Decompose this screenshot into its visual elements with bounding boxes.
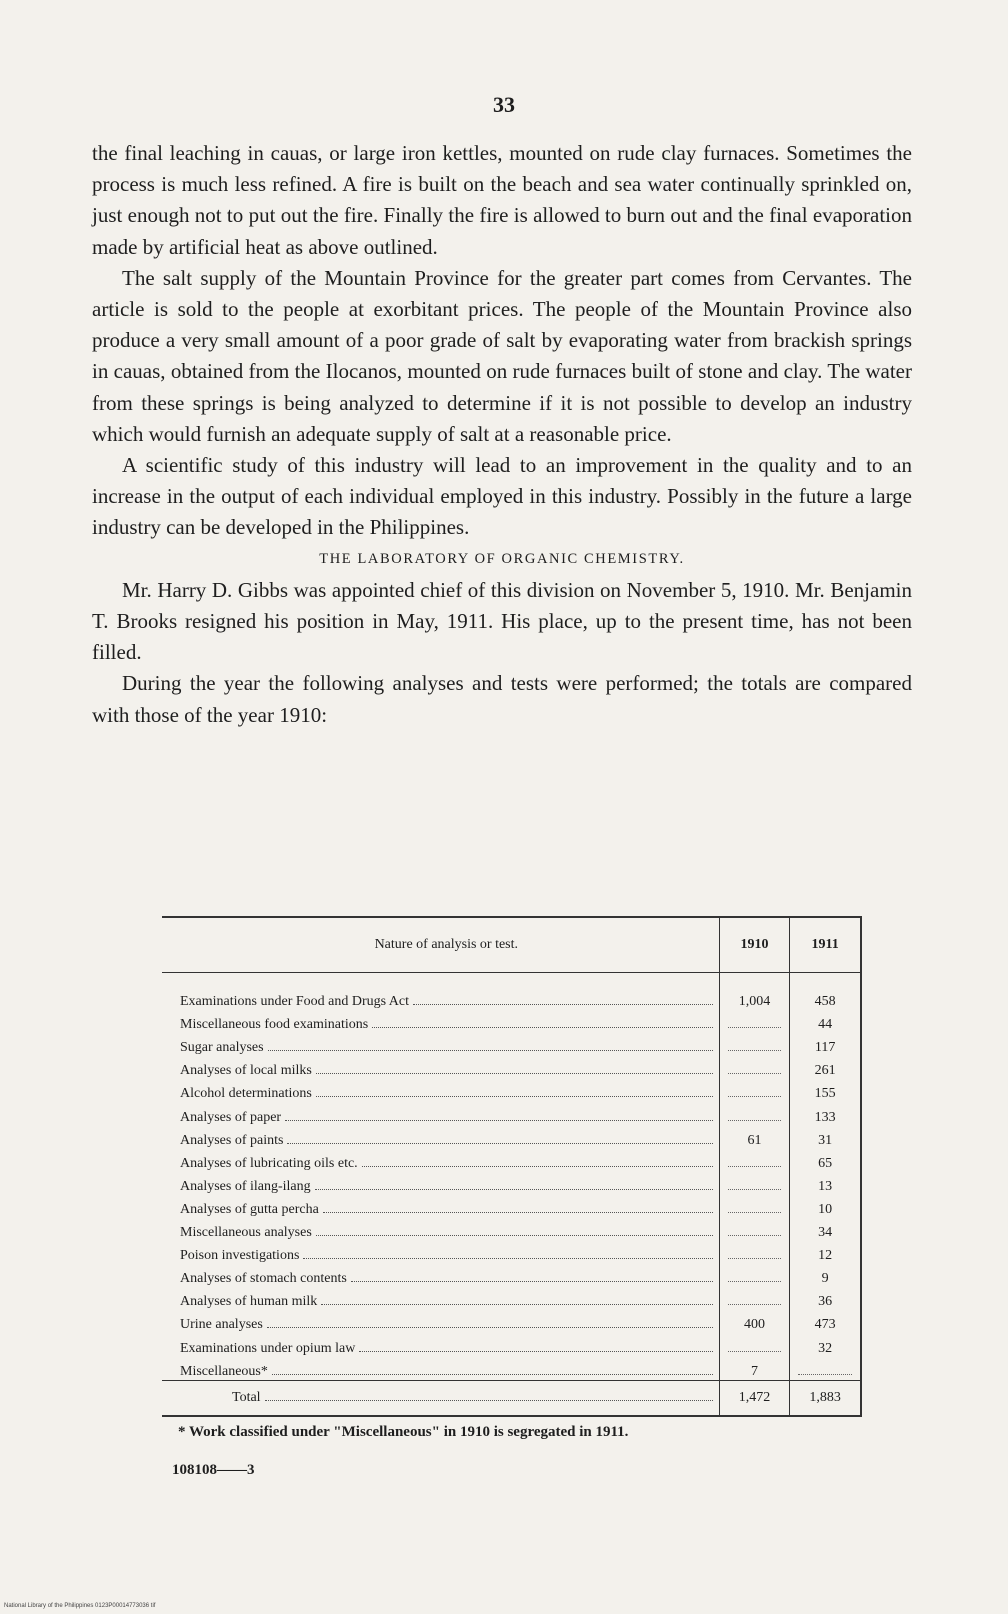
table-row	[162, 1287, 861, 1310]
value-1910	[719, 1033, 790, 1056]
empty-leader	[728, 1086, 782, 1097]
table-header-row	[162, 917, 861, 973]
row-label-cell	[162, 1218, 719, 1241]
value-1911: 155	[790, 1079, 861, 1102]
total-1910: 1,472	[719, 1380, 790, 1416]
row-label-cell	[162, 1195, 719, 1218]
empty-leader	[728, 1063, 782, 1074]
page-number: 33	[493, 92, 515, 117]
value-1910	[719, 1287, 790, 1310]
dot-leader	[362, 1166, 713, 1167]
row-label: Miscellaneous*	[180, 1363, 268, 1379]
total-1911: 1,883	[790, 1380, 861, 1416]
value-1910	[719, 1172, 790, 1195]
row-label-cell	[162, 1033, 719, 1056]
row-label-cell	[162, 1102, 719, 1125]
dot-leader	[323, 1212, 713, 1213]
value-1910	[719, 1195, 790, 1218]
row-label: Analyses of local milks	[180, 1063, 312, 1079]
value-1910: 7	[719, 1357, 790, 1381]
value-1910	[719, 1218, 790, 1241]
empty-leader	[728, 1294, 782, 1305]
value-1910	[719, 1264, 790, 1287]
row-label-cell	[162, 1056, 719, 1079]
dot-leader	[268, 1050, 713, 1051]
empty-leader	[728, 1017, 782, 1028]
value-1911: 133	[790, 1102, 861, 1125]
row-label: Analyses of paints	[180, 1132, 284, 1148]
row-label: Analyses of stomach contents	[180, 1271, 347, 1287]
value-1911: 9	[790, 1264, 861, 1287]
table-row	[162, 1126, 861, 1149]
value-1911: 10	[790, 1195, 861, 1218]
dot-leader	[267, 1327, 713, 1328]
value-1910	[719, 1010, 790, 1033]
section-heading: THE LABORATORY OF ORGANIC CHEMISTRY.	[319, 550, 685, 567]
dot-leader	[413, 1004, 713, 1005]
empty-leader	[728, 1040, 782, 1051]
table-row	[162, 1010, 861, 1033]
row-label-cell	[162, 1079, 719, 1102]
table-row	[162, 1102, 861, 1125]
dot-leader	[359, 1351, 712, 1352]
row-label: Analyses of ilang-ilang	[180, 1178, 311, 1194]
value-1910: 400	[719, 1310, 790, 1333]
row-label: Urine analyses	[180, 1317, 263, 1333]
empty-leader	[728, 1271, 782, 1282]
value-1910	[719, 1149, 790, 1172]
value-1911: 458	[790, 973, 861, 1011]
dot-leader	[272, 1374, 713, 1375]
value-1911: 12	[790, 1241, 861, 1264]
paragraph-2: The salt supply of the Mountain Province for the greater part comes from Cervantes. The article is sold to the people at exorbitant prices. The people of the Mountain Province also produce a very small amount of a poor grade of salt by evaporating water from brackish springs in cauas, obtained from the Ilocanos, mounted on rude furnaces built of stone and clay. The water from these springs is being analyzed to determine if it is not possible to develop an industry which would furnish an adequate supply of salt at a reasonable price.	[92, 265, 912, 446]
row-label-cell	[162, 1241, 719, 1264]
dot-leader	[265, 1400, 713, 1401]
row-label: Analyses of lubricating oils etc.	[180, 1155, 358, 1171]
value-1911: 34	[790, 1218, 861, 1241]
row-label-cell	[162, 1172, 719, 1195]
table-row	[162, 1195, 861, 1218]
dot-leader	[372, 1027, 712, 1028]
row-label: Sugar analyses	[180, 1040, 264, 1056]
empty-leader	[728, 1248, 782, 1259]
sheet-id: 108108——3	[172, 1462, 255, 1478]
dot-leader	[321, 1304, 712, 1305]
header-1911: 1911	[790, 917, 861, 973]
dot-leader	[316, 1073, 713, 1074]
value-1910	[719, 1079, 790, 1102]
empty-leader	[728, 1110, 782, 1121]
body-text	[92, 138, 912, 731]
value-1911	[790, 1357, 861, 1381]
row-label: Poison investigations	[180, 1248, 300, 1264]
table-row	[162, 1172, 861, 1195]
row-label-cell	[162, 1287, 719, 1310]
table-total-row	[162, 1380, 861, 1416]
row-label-cell	[162, 1126, 719, 1149]
value-1910: 1,004	[719, 973, 790, 1011]
row-label: Miscellaneous food examinations	[180, 1017, 369, 1033]
dot-leader	[315, 1189, 713, 1190]
dot-leader	[316, 1096, 713, 1097]
dot-leader	[316, 1235, 713, 1236]
value-1911: 65	[790, 1149, 861, 1172]
value-1911: 261	[790, 1056, 861, 1079]
value-1911: 32	[790, 1333, 861, 1356]
row-label: Analyses of gutta percha	[180, 1201, 319, 1217]
table-row	[162, 1310, 861, 1333]
empty-leader	[728, 1156, 782, 1167]
dot-leader	[285, 1120, 713, 1121]
paragraph-5: During the year the following analyses and tests were performed; the totals are compared with those of the year 1910:	[92, 671, 912, 727]
paragraph-1: the final leaching in cauas, or large iron kettles, mounted on rude clay furnaces. Sometimes the process is much less refined. A fire is built on the beach and sea water continually sprinkled on, just enough not to put out the fire. Finally the fire is allowed to burn out and the final evaporation made by artificial heat as above outlined.	[92, 141, 912, 259]
value-1911: 13	[790, 1172, 861, 1195]
total-label: Total	[232, 1389, 261, 1405]
analyses-table	[162, 916, 862, 1417]
row-label-cell	[162, 1310, 719, 1333]
value-1911: 44	[790, 1010, 861, 1033]
table-row	[162, 1149, 861, 1172]
header-1910: 1910	[719, 917, 790, 973]
table-row	[162, 1056, 861, 1079]
total-label-cell	[162, 1380, 719, 1416]
empty-leader	[728, 1202, 782, 1213]
value-1910: 61	[719, 1126, 790, 1149]
value-1910	[719, 1056, 790, 1079]
row-label: Miscellaneous analyses	[180, 1225, 312, 1241]
row-label-cell	[162, 1264, 719, 1287]
row-label: Examinations under opium law	[180, 1340, 356, 1356]
row-label-cell	[162, 1149, 719, 1172]
table-row	[162, 1218, 861, 1241]
value-1910	[719, 1333, 790, 1356]
value-1910	[719, 1241, 790, 1264]
header-nature: Nature of analysis or test.	[162, 917, 719, 973]
empty-leader	[728, 1179, 782, 1190]
row-label: Analyses of human milk	[180, 1294, 318, 1310]
archive-caption: National Library of the Philippines 0123P00014773036 tif	[4, 1603, 156, 1609]
row-label: Analyses of paper	[180, 1109, 282, 1125]
table-row	[162, 1264, 861, 1287]
row-label-cell	[162, 1357, 719, 1381]
value-1911: 36	[790, 1287, 861, 1310]
empty-leader	[728, 1341, 782, 1352]
row-label-cell	[162, 973, 719, 1011]
row-label-cell	[162, 1010, 719, 1033]
dot-leader	[287, 1143, 712, 1144]
paragraph-4: Mr. Harry D. Gibbs was appointed chief of this division on November 5, 1910. Mr. Benjamin T. Brooks resigned his position in May, 1911. His place, up to the present time, has not been filled.	[92, 577, 912, 665]
value-1911: 117	[790, 1033, 861, 1056]
dot-leader	[303, 1258, 712, 1259]
empty-leader	[798, 1364, 852, 1375]
table-row	[162, 1079, 861, 1102]
row-label: Examinations under Food and Drugs Act	[180, 994, 410, 1010]
empty-leader	[728, 1225, 782, 1236]
row-label: Alcohol determinations	[180, 1086, 312, 1102]
dot-leader	[351, 1281, 713, 1282]
table-row	[162, 973, 861, 1011]
value-1910	[719, 1102, 790, 1125]
table-row	[162, 1357, 861, 1381]
value-1911: 31	[790, 1126, 861, 1149]
table-row	[162, 1333, 861, 1356]
value-1911: 473	[790, 1310, 861, 1333]
table-body	[162, 973, 861, 1416]
table-row	[162, 1033, 861, 1056]
footnote: * Work classified under "Miscellaneous" in 1910 is segregated in 1911.	[178, 1424, 629, 1440]
paragraph-3: A scientific study of this industry will lead to an improvement in the quality and to an increase in the output of each individual employed in this industry. Possibly in the future a large industry can be developed in the Philippines.	[92, 453, 912, 540]
table-row	[162, 1241, 861, 1264]
row-label-cell	[162, 1333, 719, 1356]
